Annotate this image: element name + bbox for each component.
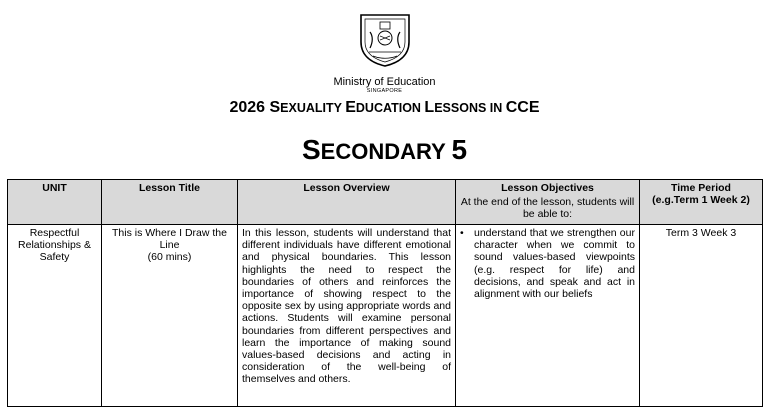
table-row bbox=[8, 225, 763, 407]
lessons-table bbox=[7, 179, 763, 407]
document-title bbox=[0, 99, 769, 117]
header-time-period: Time Period (e.g.Term 1 Week 2) bbox=[640, 180, 763, 225]
header-lesson-overview: Lesson Overview bbox=[238, 180, 456, 225]
objectives-list bbox=[460, 227, 635, 300]
country-label: SINGAPORE bbox=[366, 88, 403, 94]
title-part: 2026 S bbox=[229, 99, 281, 116]
level-heading bbox=[0, 134, 769, 166]
lesson-title: This is Where I Draw the Line bbox=[112, 227, 227, 252]
title-part: L bbox=[424, 99, 435, 116]
lesson-duration: (60 mins) bbox=[147, 251, 192, 264]
objectives-subheading: At the end of the lesson, students will be able to: bbox=[460, 196, 635, 221]
ministry-name: Ministry of Education bbox=[333, 76, 436, 88]
header-lesson-title: Lesson Title bbox=[102, 180, 238, 225]
moe-crest-icon bbox=[358, 12, 412, 68]
lesson-overview-cell: In this lesson, students will understand that different individuals have different emotional and physical boundaries. This lesson highlights the need to respect the boundaries of others and reinforces the importance of showing respect to the opposite sex by using appropriate words and actions. Students will examine personal boundaries from different perspectives and learn the importance of making sound values-based decisions and acting in consideration of the well-being of themselves and others. bbox=[238, 225, 456, 407]
title-part: CCE bbox=[505, 99, 540, 116]
time-period-example: (e.g.Term 1 Week 2) bbox=[652, 194, 750, 207]
header-unit: UNIT bbox=[8, 180, 102, 225]
title-part: EXUALITY bbox=[280, 101, 346, 115]
title-part: DUCATION bbox=[355, 101, 425, 115]
header-lesson-objectives: Lesson Objectives At the end of the lesson, students will be able to: bbox=[456, 180, 640, 225]
level-part: S bbox=[301, 134, 321, 165]
lesson-title-cell bbox=[102, 225, 238, 407]
objective-item: • understand that we strengthen our character when we commit to sound values-based viewpoints (e.g. respect for life) and decisions, and speak and act in alignment with our beliefs bbox=[460, 227, 635, 300]
level-part: ECONDARY bbox=[320, 139, 452, 164]
time-period-cell: Term 3 Week 3 bbox=[640, 225, 763, 407]
unit-cell: Respectful Relationships & Safety bbox=[8, 225, 102, 407]
title-part: E bbox=[345, 99, 356, 116]
title-part: ESSONS IN bbox=[434, 101, 506, 115]
table-header-row bbox=[8, 180, 763, 225]
level-part: 5 bbox=[451, 134, 468, 165]
lesson-objectives-cell bbox=[456, 225, 640, 407]
